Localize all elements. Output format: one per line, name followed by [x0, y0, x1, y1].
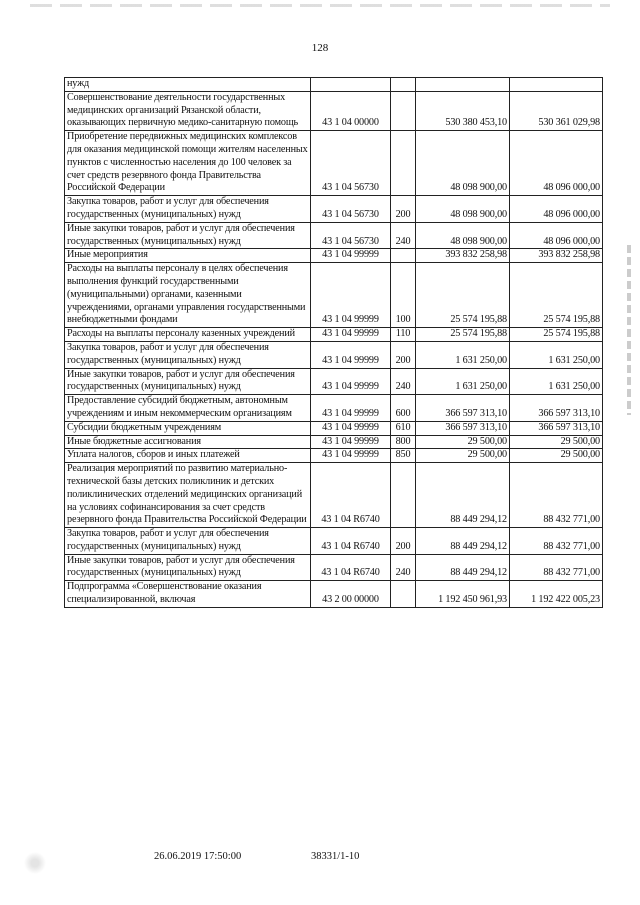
row-amount-plan: 530 380 453,10: [416, 91, 510, 130]
table-row: [65, 528, 603, 555]
row-amount-plan: 29 500,00: [416, 449, 510, 463]
row-amount-plan: 29 500,00: [416, 435, 510, 449]
table-row: [65, 328, 603, 342]
row-amount-actual: 88 432 771,00: [510, 463, 603, 528]
table-row: [65, 196, 603, 223]
row-amount-plan: 366 597 313,10: [416, 421, 510, 435]
row-name: Предоставление субсидий бюджетным, автономным учреждениям и иным некоммерческим организациям: [65, 395, 311, 422]
row-expense-type: 610: [391, 421, 416, 435]
row-name: Подпрограмма «Совершенствование оказания специализированной, включая: [65, 581, 311, 608]
row-target-code: [311, 78, 391, 92]
table-row: [65, 222, 603, 249]
row-target-code: 43 1 04 99999: [311, 368, 391, 395]
row-name: Совершенствование деятельности государственных медицинских организаций Рязанской области, оказывающих первичную медико-санитарную помощь: [65, 91, 311, 130]
table-row: [65, 554, 603, 581]
row-amount-actual: 29 500,00: [510, 449, 603, 463]
scan-header-noise: [30, 4, 610, 7]
row-expense-type: 200: [391, 341, 416, 368]
row-target-code: 43 1 04 99999: [311, 435, 391, 449]
row-target-code: 43 1 04 99999: [311, 395, 391, 422]
row-amount-plan: 25 574 195,88: [416, 263, 510, 328]
row-amount-plan: 48 098 900,00: [416, 131, 510, 196]
row-amount-plan: 366 597 313,10: [416, 395, 510, 422]
budget-table: [64, 77, 603, 608]
page-number: 128: [311, 42, 329, 54]
row-amount-plan: 1 631 250,00: [416, 341, 510, 368]
row-name: Закупка товаров, работ и услуг для обеспечения государственных (муниципальных) нужд: [65, 341, 311, 368]
row-target-code: 43 1 04 R6740: [311, 528, 391, 555]
row-expense-type: [391, 91, 416, 130]
row-expense-type: 240: [391, 368, 416, 395]
row-amount-actual: 1 631 250,00: [510, 368, 603, 395]
row-amount-actual: 48 096 000,00: [510, 131, 603, 196]
row-target-code: 43 1 04 00000: [311, 91, 391, 130]
row-target-code: 43 1 04 56730: [311, 131, 391, 196]
table-row: [65, 78, 603, 92]
table-row: [65, 263, 603, 328]
table-row: [65, 131, 603, 196]
row-expense-type: 100: [391, 263, 416, 328]
row-expense-type: 240: [391, 554, 416, 581]
row-expense-type: [391, 581, 416, 608]
row-expense-type: [391, 131, 416, 196]
row-target-code: 43 1 04 R6740: [311, 463, 391, 528]
row-amount-actual: [510, 78, 603, 92]
row-amount-actual: 29 500,00: [510, 435, 603, 449]
row-expense-type: [391, 249, 416, 263]
row-target-code: 43 2 00 00000: [311, 581, 391, 608]
table-row: [65, 421, 603, 435]
row-expense-type: 600: [391, 395, 416, 422]
row-expense-type: 110: [391, 328, 416, 342]
table-row: [65, 341, 603, 368]
row-amount-actual: 25 574 195,88: [510, 328, 603, 342]
row-amount-actual: 530 361 029,98: [510, 91, 603, 130]
row-amount-actual: 366 597 313,10: [510, 395, 603, 422]
row-amount-actual: 366 597 313,10: [510, 421, 603, 435]
row-amount-plan: 1 631 250,00: [416, 368, 510, 395]
row-expense-type: [391, 463, 416, 528]
row-target-code: 43 1 04 99999: [311, 249, 391, 263]
row-name: Приобретение передвижных медицинских комплексов для оказания медицинской помощи жителям населенных пунктов с численностью населения до 100 человек за счет средств резервного фонда Правительства Российской Федерации: [65, 131, 311, 196]
table-row: [65, 249, 603, 263]
row-target-code: 43 1 04 56730: [311, 222, 391, 249]
row-amount-plan: 88 449 294,12: [416, 554, 510, 581]
row-name: Иные закупки товаров, работ и услуг для обеспечения государственных (муниципальных) нужд: [65, 368, 311, 395]
row-expense-type: 200: [391, 196, 416, 223]
table-row: [65, 91, 603, 130]
scanner-mark-icon: [22, 850, 48, 876]
row-amount-plan: 48 098 900,00: [416, 222, 510, 249]
table-row: [65, 463, 603, 528]
scan-edge-mark: [627, 245, 631, 415]
row-amount-plan: 88 449 294,12: [416, 528, 510, 555]
row-amount-plan: [416, 78, 510, 92]
budget-table-body: [65, 78, 603, 608]
table-row: [65, 581, 603, 608]
row-amount-plan: 25 574 195,88: [416, 328, 510, 342]
row-amount-actual: 88 432 771,00: [510, 554, 603, 581]
row-name: Иные бюджетные ассигнования: [65, 435, 311, 449]
row-amount-actual: 88 432 771,00: [510, 528, 603, 555]
row-expense-type: 800: [391, 435, 416, 449]
row-amount-actual: 25 574 195,88: [510, 263, 603, 328]
row-name: Иные мероприятия: [65, 249, 311, 263]
row-name: Расходы на выплаты персоналу казенных учреждений: [65, 328, 311, 342]
row-amount-actual: 48 096 000,00: [510, 196, 603, 223]
row-target-code: 43 1 04 99999: [311, 328, 391, 342]
row-target-code: 43 1 04 99999: [311, 263, 391, 328]
row-name: Субсидии бюджетным учреждениям: [65, 421, 311, 435]
row-target-code: 43 1 04 99999: [311, 449, 391, 463]
row-name: Закупка товаров, работ и услуг для обеспечения государственных (муниципальных) нужд: [65, 196, 311, 223]
footer-doc-number: 38331/1-10: [311, 851, 360, 862]
row-amount-actual: 1 192 422 005,23: [510, 581, 603, 608]
footer-date: 26.06.2019 17:50:00: [154, 851, 242, 862]
row-name: Закупка товаров, работ и услуг для обеспечения государственных (муниципальных) нужд: [65, 528, 311, 555]
row-expense-type: [391, 78, 416, 92]
row-name: Реализация мероприятий по развитию материально-технической базы детских поликлиник и детских поликлинических отделений медицинских организаций на условиях софинансирования за счет средств резервного фонда Правительства Российской Федерации: [65, 463, 311, 528]
table-row: [65, 449, 603, 463]
row-expense-type: 850: [391, 449, 416, 463]
row-expense-type: 200: [391, 528, 416, 555]
row-amount-actual: 48 096 000,00: [510, 222, 603, 249]
row-amount-plan: 48 098 900,00: [416, 196, 510, 223]
row-name: Иные закупки товаров, работ и услуг для обеспечения государственных (муниципальных) нужд: [65, 554, 311, 581]
row-target-code: 43 1 04 99999: [311, 341, 391, 368]
table-row: [65, 395, 603, 422]
table-row: [65, 435, 603, 449]
row-amount-actual: 393 832 258,98: [510, 249, 603, 263]
row-name: Иные закупки товаров, работ и услуг для обеспечения государственных (муниципальных) нужд: [65, 222, 311, 249]
row-target-code: 43 1 04 R6740: [311, 554, 391, 581]
row-amount-actual: 1 631 250,00: [510, 341, 603, 368]
row-amount-plan: 88 449 294,12: [416, 463, 510, 528]
row-name: Уплата налогов, сборов и иных платежей: [65, 449, 311, 463]
row-target-code: 43 1 04 56730: [311, 196, 391, 223]
table-row: [65, 368, 603, 395]
row-target-code: 43 1 04 99999: [311, 421, 391, 435]
row-name: Расходы на выплаты персоналу в целях обеспечения выполнения функций государственными (муниципальными) органами, казенными учреждениями, органами управления государственными внебюджетными фондами: [65, 263, 311, 328]
row-name: нужд: [65, 78, 311, 92]
row-expense-type: 240: [391, 222, 416, 249]
row-amount-plan: 1 192 450 961,93: [416, 581, 510, 608]
row-amount-plan: 393 832 258,98: [416, 249, 510, 263]
